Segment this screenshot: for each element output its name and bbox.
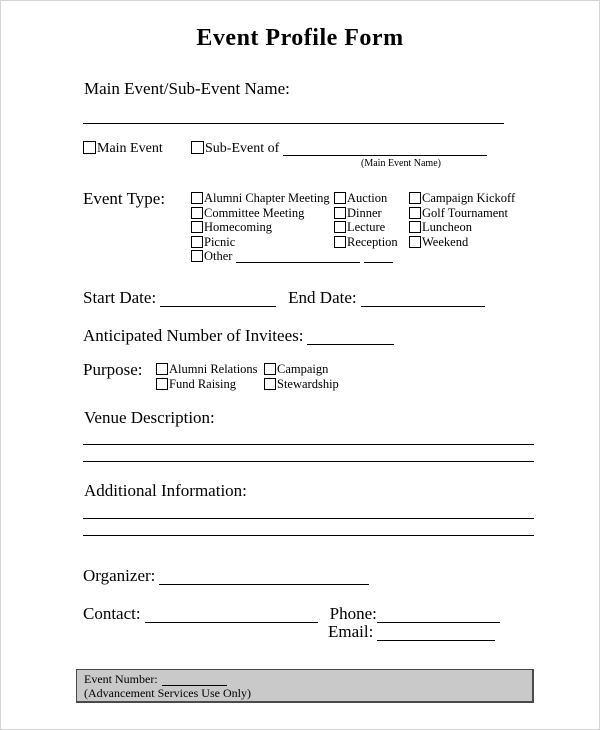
checkbox-label: Committee Meeting bbox=[204, 205, 305, 220]
start-date-label: Start Date: bbox=[83, 288, 157, 307]
checkbox-icon[interactable] bbox=[83, 141, 96, 154]
checkbox-label: Auction bbox=[347, 191, 388, 205]
checkbox-icon[interactable] bbox=[409, 192, 421, 204]
email-label: Email: bbox=[328, 622, 374, 641]
checkbox-option-auction[interactable] bbox=[334, 191, 387, 205]
checkbox-option-stewardship[interactable] bbox=[264, 377, 339, 391]
checkbox-label: Alumni Relations bbox=[169, 362, 258, 376]
checkbox-icon[interactable] bbox=[409, 207, 421, 219]
venue-line-1[interactable] bbox=[83, 426, 534, 445]
checkbox-icon[interactable] bbox=[264, 363, 276, 375]
checkbox-label: Reception bbox=[347, 234, 398, 249]
checkbox-option-reception[interactable] bbox=[334, 235, 398, 249]
checkbox-icon[interactable] bbox=[191, 141, 204, 154]
checkbox-option-campaign-kickoff[interactable] bbox=[409, 191, 515, 205]
end-date-label: End Date: bbox=[288, 288, 357, 307]
checkbox-label: Campaign bbox=[277, 362, 329, 376]
checkbox-icon[interactable] bbox=[191, 221, 203, 233]
checkbox-option-fund-raising[interactable] bbox=[156, 377, 236, 391]
checkbox-label: Fund Raising bbox=[169, 376, 237, 391]
event-number-row bbox=[84, 672, 532, 686]
checkbox-option-picnic[interactable] bbox=[191, 235, 235, 249]
checkbox-option-alumni-chapter-meeting[interactable] bbox=[191, 191, 330, 205]
checkbox-icon[interactable] bbox=[334, 192, 346, 204]
checkbox-label: Homecoming bbox=[204, 220, 273, 234]
additional-info-line-2[interactable] bbox=[83, 518, 534, 536]
checkbox-icon[interactable] bbox=[334, 236, 346, 248]
checkbox-option-weekend[interactable] bbox=[409, 235, 468, 249]
checkbox-label: Lecture bbox=[347, 220, 386, 234]
event-type-column-3 bbox=[409, 191, 515, 249]
invitees-line[interactable] bbox=[307, 332, 394, 345]
contact-label: Contact: bbox=[83, 604, 141, 623]
checkbox-label: Campaign Kickoff bbox=[422, 191, 516, 205]
checkbox-option-lecture[interactable] bbox=[334, 220, 385, 234]
admin-box-note: (Advancement Services Use Only) bbox=[84, 686, 251, 700]
checkbox-icon[interactable] bbox=[409, 221, 421, 233]
sub-event-name-line[interactable] bbox=[283, 143, 487, 156]
checkbox-icon[interactable] bbox=[191, 250, 203, 262]
venue-description-label: Venue Description: bbox=[84, 408, 215, 427]
form-title: Event Profile Form bbox=[196, 25, 404, 51]
checkbox-icon[interactable] bbox=[334, 221, 346, 233]
checkbox-label: Dinner bbox=[347, 205, 382, 220]
checkbox-option-main-event[interactable] bbox=[83, 141, 163, 156]
additional-info-label: Additional Information: bbox=[84, 481, 247, 500]
email-line[interactable] bbox=[377, 628, 495, 641]
phone-label: Phone: bbox=[329, 604, 377, 623]
checkbox-option-golf-tournament[interactable] bbox=[409, 206, 508, 220]
checkbox-icon[interactable] bbox=[156, 363, 168, 375]
checkbox-icon[interactable] bbox=[409, 236, 421, 248]
checkbox-label: Stewardship bbox=[277, 376, 339, 391]
checkbox-option-dinner[interactable] bbox=[334, 206, 382, 220]
checkbox-label: Picnic bbox=[204, 234, 236, 249]
purpose-label: Purpose: bbox=[83, 360, 143, 379]
checkbox-label: Other bbox=[204, 249, 233, 263]
purpose-column-1 bbox=[156, 362, 258, 391]
event-number-line[interactable] bbox=[162, 676, 227, 686]
main-event-name-label: Main Event/Sub-Event Name: bbox=[84, 79, 290, 98]
checkbox-option-alumni-relations[interactable] bbox=[156, 362, 258, 376]
sub-event-caption: (Main Event Name) bbox=[361, 158, 441, 169]
event-number-label: Event Number: bbox=[84, 672, 158, 686]
main-event-name-line[interactable] bbox=[83, 105, 504, 124]
checkbox-option-campaign[interactable] bbox=[264, 362, 328, 376]
checkbox-icon[interactable] bbox=[191, 236, 203, 248]
other-line-1[interactable] bbox=[236, 253, 360, 263]
end-date-line[interactable] bbox=[361, 294, 485, 307]
checkbox-option-sub-event[interactable] bbox=[191, 141, 279, 156]
admin-box bbox=[76, 669, 534, 703]
checkbox-option-luncheon[interactable] bbox=[409, 220, 472, 234]
checkbox-label: Golf Tournament bbox=[422, 205, 509, 220]
checkbox-icon[interactable] bbox=[264, 378, 276, 390]
checkbox-option-homecoming[interactable] bbox=[191, 220, 272, 234]
checkbox-label: Sub-Event of bbox=[205, 141, 280, 156]
organizer-label: Organizer: bbox=[83, 566, 156, 585]
event-type-column-2 bbox=[334, 191, 398, 249]
organizer-line[interactable] bbox=[159, 572, 369, 585]
checkbox-label: Main Event bbox=[97, 141, 163, 156]
start-date-line[interactable] bbox=[160, 294, 276, 307]
purpose-column-2 bbox=[264, 362, 339, 391]
contact-line[interactable] bbox=[145, 610, 318, 623]
checkbox-icon[interactable] bbox=[156, 378, 168, 390]
checkbox-option-other[interactable] bbox=[191, 249, 232, 263]
checkbox-label: Weekend bbox=[422, 234, 469, 249]
checkbox-icon[interactable] bbox=[191, 207, 203, 219]
checkbox-option-committee-meeting[interactable] bbox=[191, 206, 304, 220]
checkbox-label: Luncheon bbox=[422, 220, 472, 234]
event-type-label: Event Type: bbox=[83, 189, 166, 208]
other-line-2[interactable] bbox=[364, 253, 393, 263]
checkbox-icon[interactable] bbox=[191, 192, 203, 204]
checkbox-label: Alumni Chapter Meeting bbox=[204, 191, 330, 205]
checkbox-icon[interactable] bbox=[334, 207, 346, 219]
additional-info-line-1[interactable] bbox=[83, 500, 534, 519]
invitees-label: Anticipated Number of Invitees: bbox=[83, 326, 304, 345]
venue-line-2[interactable] bbox=[83, 444, 534, 462]
